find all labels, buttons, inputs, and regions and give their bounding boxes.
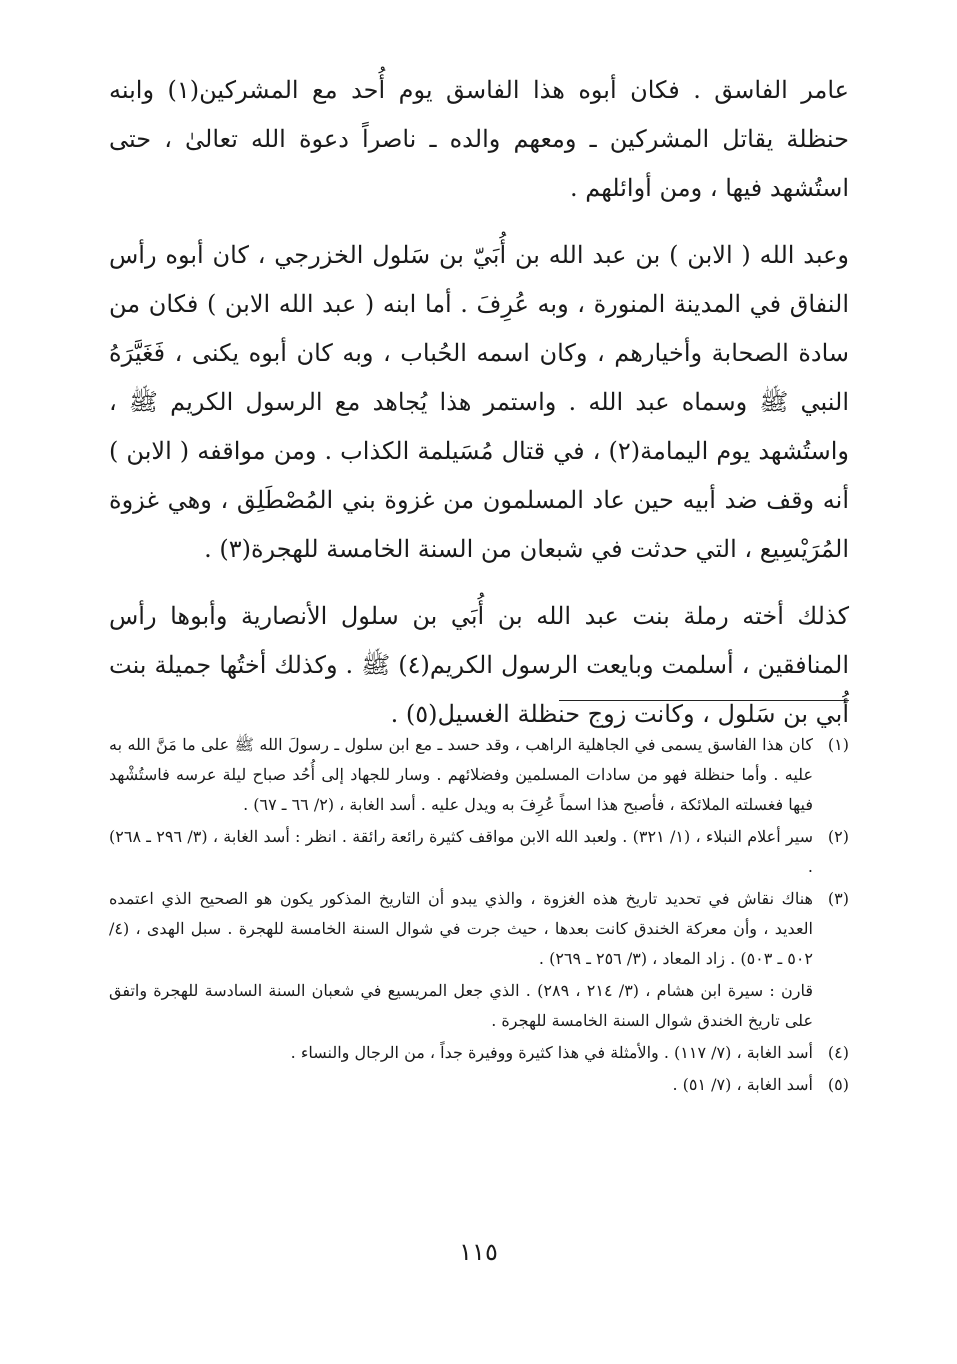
footnote-text: أسد الغابة ، (٧/ ٥١) .: [672, 1075, 813, 1094]
footnote-text: هناك نقاش في تحديد تاريخ هذه الغزوة ، والذي يبدو أن التاريخ المذكور يكون هو الصحيح الذي اعتمده العديد ، وأن معركة الخندق كانت بعدها ، حيث جرت في شوال السنة الخامسة للهجرة . سبل الهدى ، (٤/ ٥٠٢ ـ ٥٠٣) . زاد المعاد ، (٣/ ٢٥٦ ـ ٢٦٩) .: [109, 889, 813, 968]
footnote-number: (٥): [827, 1075, 849, 1094]
footnote-5: [109, 1070, 849, 1100]
main-text: [109, 66, 849, 739]
footnote-number: (٢): [827, 827, 849, 846]
footnote-3-continuation: قارن : سيرة ابن هشام ، (٣/ ٢١٤ ، ٢٨٩) . الذي جعل المريسيع في شعبان السنة السادسة للهجرة واتفق على تاريخ الخندق شوال السنة الخامسة للهجرة .: [109, 981, 813, 1030]
footnote-number: (١): [827, 735, 849, 754]
paragraph-1: عامر الفاسق . فكان أبوه هذا الفاسق يوم أُحد مع المشركين(١) وابنه حنظلة يقاتل المشركين ـ ومعهم والده ـ ناصراً دعوة الله تعالىٰ ، حتى استُشهد فيها ، ومن أوائلهم .: [109, 76, 849, 202]
footnote-4: [109, 1038, 849, 1068]
footnote-text: سير أعلام النبلاء ، (١/ ٣٢١) . ولعبد الله الابن مواقف كثيرة رائعة رائقة . انظر : أسد الغابة ، (٣/ ٢٩٦ ـ ٢٦٨) .: [109, 827, 814, 876]
footnote-2: [109, 822, 849, 882]
page-number: ١١٥: [459, 1238, 498, 1266]
footnote-separator: [559, 700, 849, 701]
footnote-3: [109, 884, 849, 974]
footnote-number: (٤): [827, 1043, 849, 1062]
footnote-number: (٣): [827, 889, 849, 908]
paragraph-3: كذلك أخته رملة بنت عبد الله بن أُبَي بن سلول الأنصارية وأبوها رأس المنافقين ، أسلمت وبايعت الرسول الكريم(٤) ﷺ . وكذلك أختُها جميلة بنت أُبي بن سَلول ، وكانت زوج حنظلة الغسيل(٥) .: [109, 602, 849, 728]
footnote-1: [109, 730, 849, 820]
footnote-text: كان هذا الفاسق يسمى في الجاهلية الراهب ، وقد حسد ـ مع ابن سلول ـ رسولَ الله ﷺ على ما مَنَّ الله به عليه . وأما حنظلة فهو من سادات المسلمين وفضلائهم . وسار للجهاد إلى أُحُد صباح ليلة عرسه فاستُشْهد فيها فغسلته الملائكة ، فأصبح هذا اسماً عُرِفَ به ويدل عليه . أسد الغابة ، (٢/ ٦٦ ـ ٦٧) .: [109, 735, 814, 814]
footnote-text: أسد الغابة ، (٧/ ١١٧) . والأمثلة في هذا كثيرة ووفيرة جداً ، من الرجال والنساء .: [290, 1043, 813, 1062]
paragraph-2: وعبد الله ( الابن ) بن عبد الله بن أُبَيّ بن سَلول الخزرجي ، كان أبوه رأس النفاق في المدينة المنورة ، وبه عُرِفَ . أما ابنه ( عبد الله الابن ) فكان من سادة الصحابة وأخيارهم ، وكان اسمه الحُباب ، وبه كان أبوه يكنى ، فَغَيَّرَهُ النبي ﷺ وسماه عبد الله . واستمر هذا يُجاهد مع الرسول الكريم ﷺ ، واستُشهد يوم اليمامة(٢) ، في قتال مُسَيلمة الكذاب . ومن مواقفه ( الابن ) أنه وقف ضد أبيه حين عاد المسلمون من غزوة بني المُصْطَلِق ، وهي غزوة المُرَيْسِيع ، التي حدثت في شبعان من السنة الخامسة للهجرة(٣) .: [109, 241, 850, 563]
footnotes: [109, 730, 849, 1102]
